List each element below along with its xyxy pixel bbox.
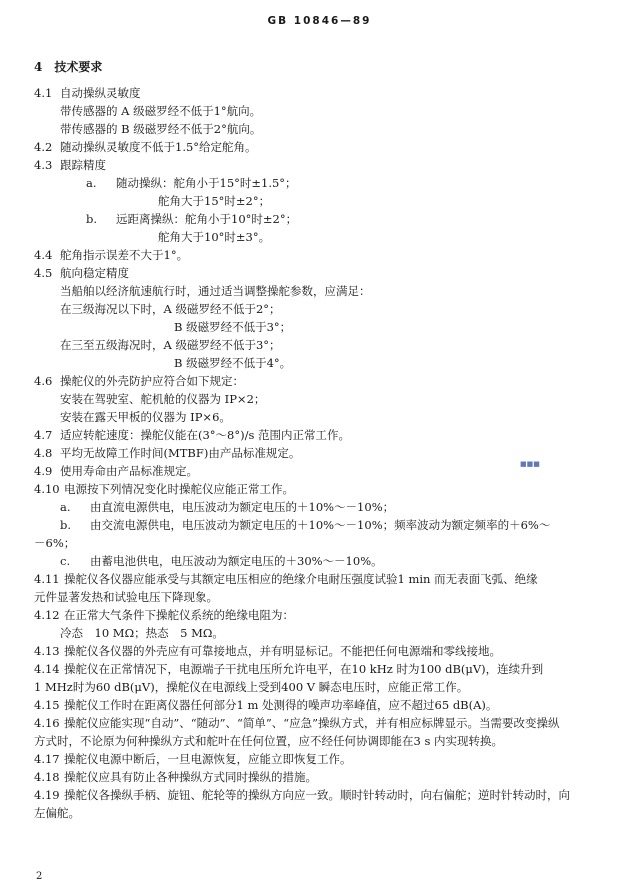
page-number: 2 <box>36 871 43 882</box>
text-line <box>34 624 606 642</box>
text-line <box>34 354 606 372</box>
line-text: 在三至五级海况时，A 级磁罗经不低于3°； <box>60 338 281 352</box>
line-text: 远距离操纵：舵角小于10°时±2°； <box>116 212 298 226</box>
sub-item-label: a. <box>86 176 97 190</box>
clause-line <box>34 768 606 786</box>
text-line <box>34 300 606 318</box>
line-text: 使用寿命由产品标准规定。 <box>60 464 198 478</box>
line-text: 操舵仪在正常情况下，电源端子干扰电压所允许电平，在10 kHz 时为100 dB(μV)，连续升到 <box>64 662 544 676</box>
line-text: 跟踪精度 <box>60 158 106 172</box>
clause-number: 4.3 <box>34 158 53 172</box>
text-line <box>34 552 606 570</box>
clause-number: 4.13 <box>34 644 60 658</box>
text-line <box>34 588 606 606</box>
clause-number: 4.1 <box>34 86 53 100</box>
clause-number: 4.14 <box>34 662 60 676</box>
line-text: 平均无故障工作时间(MTBF)由产品标准规定。 <box>60 446 301 460</box>
line-text: 操舵仪各仪器的外壳应有可靠接地点，并有明显标记。不能把任何电源端和零线接地。 <box>64 644 501 658</box>
text-line <box>34 192 606 210</box>
clause-number: 4.5 <box>34 266 53 280</box>
document-body <box>34 84 606 822</box>
line-text: 自动操纵灵敏度 <box>60 86 141 100</box>
line-text: 航向稳定精度 <box>60 266 129 280</box>
line-text: 当船舶以经济航速航行时，通过适当调整操舵参数，应满足： <box>60 284 371 298</box>
line-text: 操舵仪各仪器应能承受与其额定电压相应的绝缘介电耐压强度试验1 min 而无表面飞弧、绝缘 <box>64 572 538 586</box>
line-text: 操舵仪的外壳防护应符合如下规定： <box>60 374 244 388</box>
text-line <box>34 228 606 246</box>
clause-number: 4.10 <box>34 482 60 496</box>
clause-line <box>34 480 606 498</box>
clause-number: 4.12 <box>34 608 60 622</box>
clause-number: 4.17 <box>34 752 60 766</box>
line-text: 操舵仪应具有防止各种操纵方式同时操纵的措施。 <box>64 770 317 784</box>
line-text: 安装在驾驶室、舵机舱的仪器为 IP×2； <box>60 392 266 406</box>
clause-number: 4.2 <box>34 140 53 154</box>
sub-item-label: a. <box>60 500 71 514</box>
clause-line <box>34 750 606 768</box>
line-text: 由直流电源供电，电压波动为额定电压的＋10%～－10%； <box>90 500 395 514</box>
text-line <box>34 516 606 534</box>
sub-item-label: b. <box>86 212 98 226</box>
line-text: B 级磁罗经不低于4°。 <box>174 356 292 370</box>
line-text: 带传感器的 B 级磁罗经不低于2°航向。 <box>60 122 262 136</box>
text-line <box>34 120 606 138</box>
line-text: 舵角指示误差不大于1°。 <box>60 248 189 262</box>
line-text: 冷态 10 MΩ；热态 5 MΩ。 <box>60 626 224 640</box>
text-line <box>34 318 606 336</box>
line-text: 由蓄电池供电，电压波动为额定电压的＋30%～－10%。 <box>90 554 383 568</box>
line-text: 左偏舵。 <box>34 806 80 820</box>
clause-line <box>34 714 606 732</box>
clause-line <box>34 264 606 282</box>
clause-line <box>34 372 606 390</box>
line-text: 舵角大于10°时±3°。 <box>158 230 271 244</box>
line-text: 由交流电源供电，电压波动为额定电压的＋10%～－10%；频率波动为额定频率的＋6%～ <box>90 518 551 532</box>
clause-line <box>34 84 606 102</box>
text-line <box>34 390 606 408</box>
line-text: 1 MHz时为60 dB(μV)，操舵仪在电源线上受到400 V 瞬态电压时，应能正常工作。 <box>34 680 469 694</box>
text-line <box>34 282 606 300</box>
sub-item-label: b. <box>60 518 72 532</box>
clause-line <box>34 570 606 588</box>
clause-number: 4.9 <box>34 464 53 478</box>
line-text: 操舵仪电源中断后，一旦电源恢复，应能立即恢复工作。 <box>64 752 352 766</box>
text-line <box>34 408 606 426</box>
clause-number: 4.18 <box>34 770 60 784</box>
text-line <box>34 102 606 120</box>
clause-line <box>34 696 606 714</box>
text-line <box>34 534 606 552</box>
watermark-stamp: ■■■ <box>520 460 540 468</box>
text-line <box>34 210 606 228</box>
clause-number: 4.11 <box>34 572 60 586</box>
standard-number-header: GB 10846—89 <box>267 15 372 27</box>
clause-line <box>34 138 606 156</box>
line-text: 带传感器的 A 级磁罗经不低于1°航向。 <box>60 104 262 118</box>
clause-line <box>34 642 606 660</box>
clause-line <box>34 660 606 678</box>
text-line <box>34 678 606 696</box>
line-text: 方式时，不论原为何种操纵方式和舵叶在任何位置，应不经任何协调即能在3 s 内实现转换。 <box>34 734 504 748</box>
line-text: 适应转舵速度：操舵仪能在(3°～8°)/s 范围内正常工作。 <box>60 428 351 442</box>
clause-number: 4.8 <box>34 446 53 460</box>
line-text: 电源按下列情况变化时操舵仪应能正常工作。 <box>64 482 294 496</box>
line-text: 在三级海况以下时，A 级磁罗经不低于2°； <box>60 302 281 316</box>
clause-number: 4.6 <box>34 374 53 388</box>
clause-line <box>34 426 606 444</box>
clause-number: 4.15 <box>34 698 60 712</box>
line-text: 随动操纵灵敏度不低于1.5°给定舵角。 <box>60 140 257 154</box>
line-text: 操舵仪应能实现“自动”、“随动”、“简单”、“应急”操纵方式，并有相应标牌显示。当需要改变操纵 <box>64 716 560 730</box>
clause-line <box>34 246 606 264</box>
text-line <box>34 804 606 822</box>
line-text: B 级磁罗经不低于3°； <box>174 320 292 334</box>
clause-number: 4.19 <box>34 788 60 802</box>
line-text: 安装在露天甲板的仪器为 IP×6。 <box>60 410 231 424</box>
line-text: 操舵仪工作时在距离仪器任何部分1 m 处测得的噪声功率峰值，应不超过65 dB(A)。 <box>64 698 498 712</box>
line-text: 在正常大气条件下操舵仪系统的绝缘电阻为： <box>64 608 294 622</box>
clause-number: 4.4 <box>34 248 53 262</box>
line-text: －6%； <box>34 536 76 550</box>
clause-line <box>34 786 606 804</box>
clause-number: 4.7 <box>34 428 53 442</box>
clause-line <box>34 606 606 624</box>
clause-line <box>34 156 606 174</box>
section-title: 4 技术要求 <box>34 60 103 74</box>
clause-number: 4.16 <box>34 716 60 730</box>
text-line <box>34 336 606 354</box>
sub-item-label: c. <box>60 554 71 568</box>
text-line <box>34 732 606 750</box>
text-line <box>34 498 606 516</box>
line-text: 操舵仪各操纵手柄、旋钮、舵轮等的操纵方向应一致。顺时针转动时，向右偏舵；逆时针转动时，向 <box>64 788 570 802</box>
line-text: 元件显著发热和试验电压下降现象。 <box>34 590 218 604</box>
line-text: 随动操纵：舵角小于15°时±1.5°； <box>116 176 297 190</box>
text-line <box>34 174 606 192</box>
line-text: 舵角大于15°时±2°； <box>158 194 271 208</box>
